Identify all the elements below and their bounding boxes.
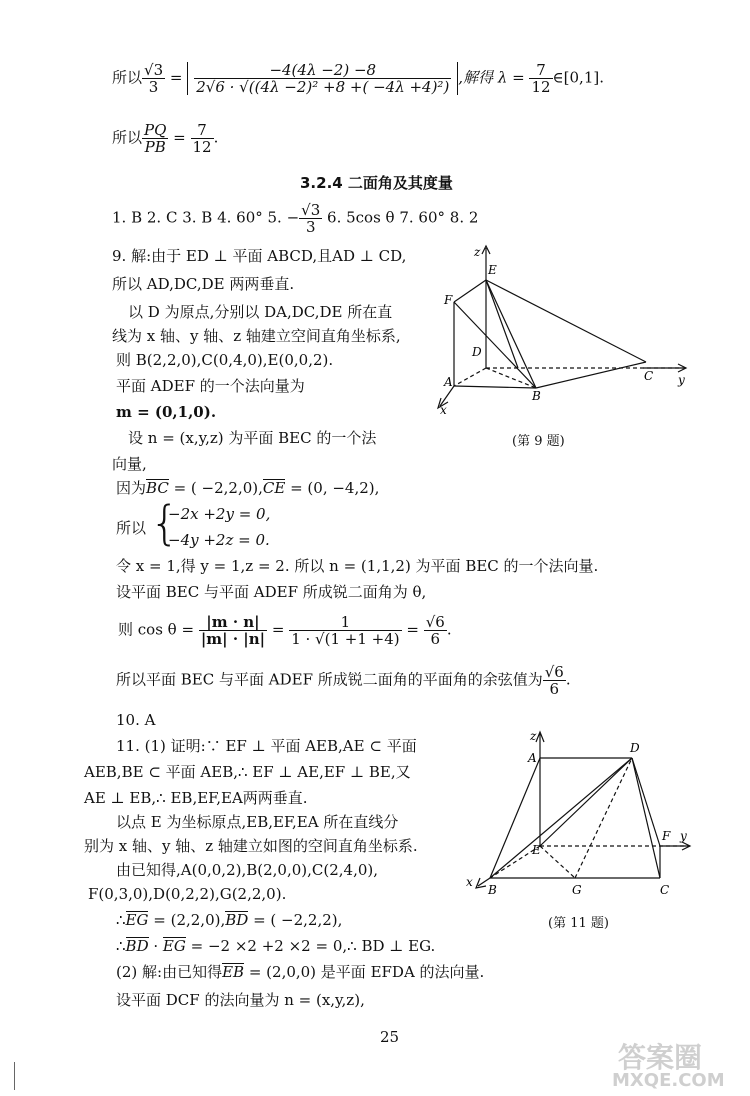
label-B: B bbox=[488, 883, 497, 897]
fraction: $\frac{√6}{6}$ bbox=[425, 613, 445, 648]
q10-answer: 10. A bbox=[116, 711, 156, 729]
text: = bbox=[267, 620, 290, 639]
q9-line-6: 平面 ADEF 的一个法向量为 bbox=[116, 377, 305, 395]
text: 所以 bbox=[112, 128, 143, 147]
q9-line-7: m = (0,1,0). bbox=[116, 403, 217, 421]
text: = bbox=[165, 68, 188, 87]
watermark-url: MXQE.COM bbox=[612, 1070, 725, 1091]
text: = (0, −4,2), bbox=[285, 479, 380, 497]
vector-bd: BD bbox=[125, 937, 149, 955]
text: ∈[0,1]. bbox=[552, 68, 604, 87]
label-B: B bbox=[532, 389, 541, 403]
vector-eg: EG bbox=[125, 911, 149, 929]
text: 6. 5cos θ 7. 60° 8. 2 bbox=[322, 208, 479, 227]
vector-eb: EB bbox=[222, 963, 245, 981]
q11-line-11: 设平面 DCF 的法向量为 n = (x,y,z), bbox=[116, 991, 365, 1009]
label-z: z bbox=[530, 729, 537, 743]
scan-edge-mark bbox=[14, 1062, 15, 1090]
text: = ( −2,2,0), bbox=[168, 479, 263, 497]
q11-line-10 bbox=[116, 962, 484, 982]
q11-line-6: 由已知得,A(0,0,2),B(2,0,0),C(2,4,0), bbox=[116, 861, 379, 879]
fraction: $\frac{7}{12}$ bbox=[531, 61, 551, 96]
label-E: E bbox=[488, 263, 497, 277]
q11-line-4: 以点 E 为坐标原点,EB,EF,EA 所在直线分 bbox=[116, 813, 399, 831]
q9-line-5: 则 B(2,2,0),C(0,4,0),E(0,0,2). bbox=[116, 351, 334, 369]
text: 因为 bbox=[116, 479, 147, 497]
fraction: $\frac{√3}{3}$ bbox=[144, 61, 164, 96]
text: = ( −2,2,2), bbox=[248, 911, 343, 929]
q11-line-3: AE ⊥ EB,∴ EB,EF,EA两两垂直. bbox=[84, 789, 308, 807]
q9-line-10 bbox=[116, 478, 379, 498]
text: . bbox=[446, 620, 452, 639]
text: 所以平面 BEC 与平面 ADEF 所成锐二面角的平面角的余弦值为 bbox=[116, 670, 543, 689]
vector-ce: CE bbox=[262, 479, 286, 497]
watermark-logo-text: 答案圈 bbox=[618, 1041, 703, 1074]
label-x: x bbox=[466, 875, 473, 889]
label-y: y bbox=[680, 829, 687, 843]
figure-9 bbox=[428, 238, 698, 418]
text: = (2,0,0) 是平面 EFDA 的法向量. bbox=[244, 963, 485, 981]
figure-11-caption: (第 11 题) bbox=[548, 916, 609, 931]
text: ,解得 λ = bbox=[458, 68, 530, 87]
label-G: G bbox=[572, 883, 582, 897]
q11-line-9 bbox=[116, 936, 435, 956]
label-D: D bbox=[630, 741, 640, 755]
brace: { bbox=[150, 496, 180, 550]
text: 则 cos θ = bbox=[118, 620, 199, 639]
figure-11 bbox=[460, 726, 700, 902]
answers-line bbox=[112, 202, 478, 235]
q9-line-1: 9. 解:由于 ED ⊥ 平面 ABCD,且AD ⊥ CD, bbox=[112, 247, 407, 265]
label-A: A bbox=[444, 375, 453, 389]
text: ∴ bbox=[116, 911, 126, 929]
q11-line-1: 11. (1) 证明:∵ EF ⊥ 平面 AEB,AE ⊂ 平面 bbox=[116, 737, 417, 755]
q9-line-4: 线为 x 轴、y 轴、z 轴建立空间直角坐标系, bbox=[112, 327, 401, 345]
fraction: $\frac{√3}{3}$ bbox=[301, 201, 321, 236]
text: = bbox=[401, 620, 424, 639]
text: . bbox=[213, 128, 219, 147]
q9-line-8: 设 n = (x,y,z) 为平面 BEC 的一个法 bbox=[128, 429, 377, 447]
q9-conclusion bbox=[116, 664, 571, 697]
text: = bbox=[168, 128, 191, 147]
cos-formula bbox=[118, 614, 452, 647]
fraction: $\frac{1}{1 \cdot √(1 +1 +4)}$ bbox=[291, 613, 400, 648]
label-E: E bbox=[532, 843, 541, 857]
label-D: D bbox=[472, 345, 482, 359]
q9-line-13: 设平面 BEC 与平面 ADEF 所成锐二面角为 θ, bbox=[116, 583, 427, 601]
system-eq-2: −4y +2z = 0. bbox=[168, 531, 270, 549]
abs-fraction: $\frac{-4(4\lambda -2) -8}{\text{2√6 · √((4λ −2)² +8 +( −4λ +4)²)}}$ bbox=[187, 62, 458, 95]
top-line-1 bbox=[112, 62, 604, 95]
text: . bbox=[565, 670, 571, 689]
text: (2) 解:由已知得 bbox=[116, 963, 223, 981]
fraction: $\frac{√6}{6}$ bbox=[544, 663, 564, 698]
fraction: $\frac{|m \cdot n|}{|m| \cdot |n|}$ bbox=[200, 613, 266, 648]
text: 所以 bbox=[112, 68, 143, 87]
vector-bc: BC bbox=[146, 479, 169, 497]
text: = −2 ×2 +2 ×2 = 0,∴ BD ⊥ EG. bbox=[185, 937, 436, 955]
text: · bbox=[148, 937, 163, 955]
section-heading: 3.2.4 二面角及其度量 bbox=[300, 174, 453, 192]
top-line-2 bbox=[112, 122, 218, 155]
q9-line-11: 所以 bbox=[116, 519, 147, 537]
label-C: C bbox=[660, 883, 670, 897]
system-eq-1: −2x +2y = 0, bbox=[168, 505, 271, 523]
page-number: 25 bbox=[380, 1028, 400, 1046]
label-z: z bbox=[474, 245, 481, 259]
label-y: y bbox=[678, 373, 685, 387]
q9-line-2: 所以 AD,DC,DE 两两垂直. bbox=[112, 275, 295, 293]
q11-line-5: 别为 x 轴、y 轴、z 轴建立如图的空间直角坐标系. bbox=[84, 837, 418, 855]
fraction: $\frac{PQ}{PB}$ bbox=[144, 121, 167, 156]
label-C: C bbox=[644, 369, 654, 383]
label-F: F bbox=[444, 293, 453, 307]
q11-line-2: AEB,BE ⊂ 平面 AEB,∴ EF ⊥ AE,EF ⊥ BE,又 bbox=[84, 763, 411, 781]
figure-9-caption: (第 9 题) bbox=[512, 434, 565, 449]
label-A: A bbox=[528, 751, 537, 765]
label-F: F bbox=[662, 829, 671, 843]
q11-line-8 bbox=[116, 910, 342, 930]
q9-line-9: 向量, bbox=[112, 455, 147, 473]
q11-line-7: F(0,3,0),D(0,2,2),G(2,2,0). bbox=[88, 885, 287, 903]
fraction: $\frac{7}{12}$ bbox=[192, 121, 212, 156]
text: = (2,2,0), bbox=[148, 911, 226, 929]
vector-eg: EG bbox=[162, 937, 186, 955]
q9-line-12: 令 x = 1,得 y = 1,z = 2. 所以 n = (1,1,2) 为平面 BEC 的一个法向量. bbox=[116, 557, 599, 575]
text: 1. B 2. C 3. B 4. 60° 5. − bbox=[112, 208, 300, 227]
text: ∴ bbox=[116, 937, 126, 955]
vector-bd: BD bbox=[225, 911, 249, 929]
label-x: x bbox=[440, 403, 447, 417]
q9-line-3: 以 D 为原点,分别以 DA,DC,DE 所在直 bbox=[128, 303, 393, 321]
